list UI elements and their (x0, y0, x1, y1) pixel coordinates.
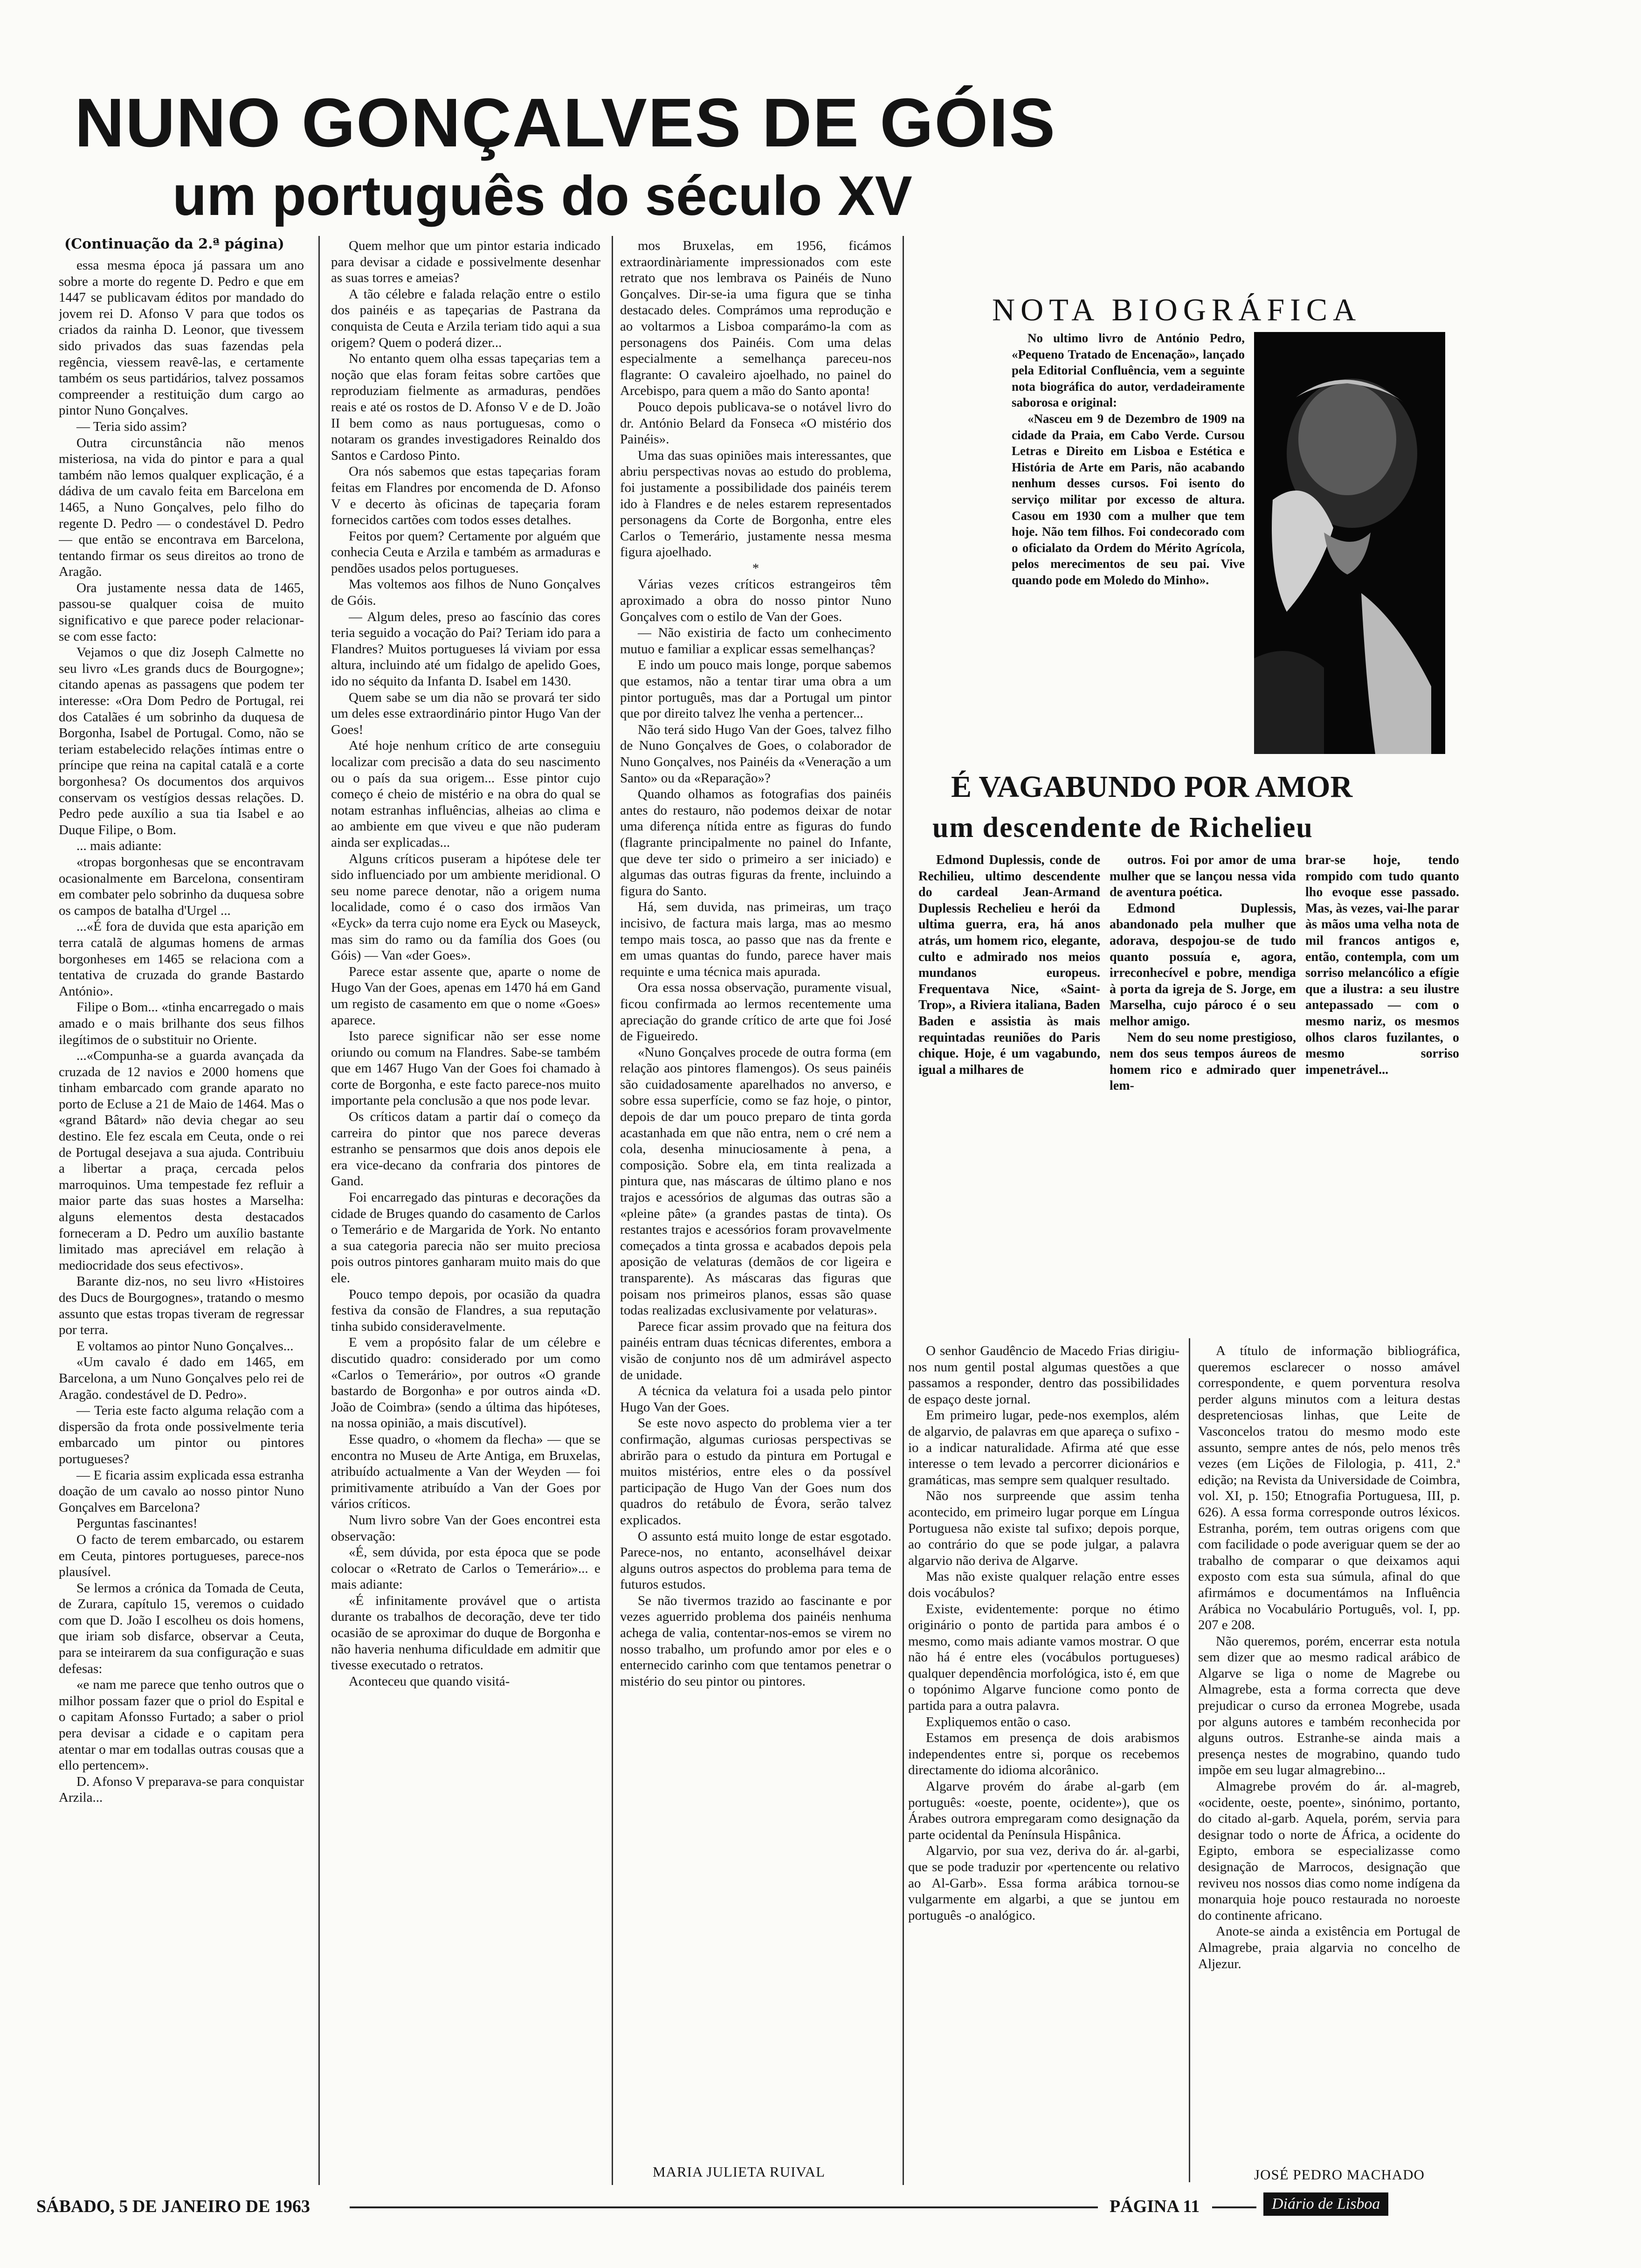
paragraph: Ora essa nossa observação, puramente visual, ficou confirmada ao lermos recentemente uma apreciação do grande crítico de arte que foi José de Figueiredo. (620, 980, 891, 1044)
paragraph: Aconteceu que quando visitá- (349, 1673, 510, 1689)
paragraph: A título de informação bibliográfica, queremos esclarecer o nosso amável correspondente, e quem porventura resolva perder alguns minutos com a leitura destas despretenciosas linhas, que Leite de Vasconcelos tratou do mesmo modo este assunto, sempre antes de nós, pelo menos três vezes (em Lições de Filologia, p. 411, 2.ª edição; na Revista da Universidade de Coimbra, vol. XI, p. 150; Etnografia Portuguesa, III, p. 626). A essa forma corresponde outros léxicos. Estranha, porém, tem outras origens com que com facilidade o pode averiguar quem se der ao trabalho de comparar o que deixamos aqui exposto com esta sua súmula, afinal do que afirmámos e documentámos na Influência Arábica no Vocabulário Português, vol. I, pp. 207 e 208. (1198, 1343, 1460, 1633)
vagabundo-subtitle: um descendente de Richelieu (932, 812, 1313, 844)
paragraph: Edmond Duplessis, abandonado pela mulher que adorava, despojou-se de tudo quanto possuía e, agora, irreconhecível e pobre, mendiga à porta da igreja de S. Jorge, em Marselha, cujo pároco é o seu melhor amigo. (1110, 901, 1296, 1029)
paragraph: * (752, 560, 759, 576)
letter-column-1 (908, 1343, 1179, 2159)
letter-column-2 (1198, 1343, 1460, 2164)
paragraph: «É infinitamente provável que o artista durante os trabalhos de decoração, deve ter tido ocasião de se aproximar do duque de Borgonha e não haveria nenhuma dificuldade em admitir que tivesse executado o retratos. (331, 1593, 600, 1673)
article-column-2 (331, 238, 600, 2187)
paragraph: Se lermos a crónica da Tomada de Ceuta, de Zurara, capítulo 15, veremos o cuidado com que D. João I escolheu os dois homens, que iriam sob disfarce, observar a Ceuta, para se inteirarem da sua configuração e suas defesas: (59, 1580, 304, 1676)
portrait-photo-graphic (1254, 332, 1445, 754)
column-rule (318, 236, 320, 2185)
paragraph: Ora justamente nessa data de 1465, passou-se qualquer coisa de muito significativo e que parece poder relacionar-se com esse facto: (59, 580, 304, 644)
paragraph: Nem do seu nome prestigioso, nem dos seus tempos áureos de homem rico e admirado quer lem- (1110, 1030, 1296, 1093)
article-column-1 (59, 257, 304, 2190)
paragraph: Parece estar assente que, aparte o nome de Hugo Van der Goes, apenas em 1470 há em Gand um registo de casamento em que o nome «Goes» aparece. (331, 964, 600, 1028)
paragraph: Mas voltemos aos filhos de Nuno Gonçalves de Góis. (331, 577, 600, 608)
paragraph: «É, sem dúvida, por esta época que se pode colocar o «Retrato de Carlos o Temerário»... e mais adiante: (331, 1545, 600, 1592)
paragraph: Algarvio, por sua vez, deriva do ár. al-garbi, que se pode traduzir por «pertencente ou relativo ao Al-Garb». Essa forma arábica tornou-se vulgarmente em algarbi, a que se juntou em português -o analógico. (908, 1843, 1179, 1923)
paragraph: E voltamos ao pintor Nuno Gonçalves... (76, 1338, 294, 1354)
paragraph: Mas não existe qualquer relação entre esses dois vocábulos? (908, 1569, 1179, 1600)
paragraph: O assunto está muito longe de estar esgotado. Parece-nos, no entanto, aconselhável deixar alguns outros aspectos do problema para tema de futuros estudos. (620, 1528, 891, 1592)
continuation-note: (Continuação da 2.ª página) (64, 236, 284, 252)
paragraph: ... mais adiante: (76, 838, 162, 854)
nota-body: «Nasceu em 9 de Dezembro de 1909 na cidade da Praia, em Cabo Verde. Cursou Letras e Direito em Lisboa e Estética e História de Arte em Paris, não acabando nenhum desses cursos. Foi isento do serviço militar por excesso de altura. Casou em 1930 com a mulher que tem hoje. Não tem filhos. Foi condecorado com o oficialato da Ordem do Mérito Agrícola, pelos merecimentos de seu pai. Vive quando pode em Moledo do Minho». (1012, 411, 1245, 587)
paragraph: brar-se hoje, tendo rompido com tudo quanto lho evoque esse passado. Mas, às vezes, vai-lhe parar às mãos uma velha nota de mil francos antigos e, então, contempla, com um sorriso melancólico a efígie que a ilustra: a seu ilustre antepassado — com o mesmo nariz, os mesmos olhos claros fuzilantes, o mesmo sorriso impenetrável... (1305, 853, 1459, 1077)
column-rule (903, 236, 904, 2185)
footer-masthead: Diário de Lisboa (1263, 2192, 1388, 2216)
nota-intro: No ultimo livro de António Pedro, «Pequeno Tratado de Encenação», lançado pela Editorial Confluência, vem a seguinte nota biográfica do autor, verdadeiramente saborosa e original: (1012, 331, 1245, 410)
paragraph: Expliquemos então o caso. (926, 1714, 1071, 1729)
paragraph: Até hoje nenhum crítico de arte conseguiu localizar com precisão a data do seu nascimento ou o país da sua origem... Esse pintor cujo começo é cheio de mistério e na obra do qual se notam estranhas influências, alheias ao clima e ao ambiente em que viveu e que não puderam ainda ser explicadas... (331, 738, 600, 850)
paragraph: Quando olhamos as fotografias dos painéis antes do restauro, não podemos deixar de notar uma diferença nítida entre as figuras do fundo (flagrante principalmente no painel do Infante, que deve ter sido o primeiro a ser iniciado) e algumas das outras figuras da frente, incluindo a figura do Santo. (620, 787, 891, 899)
paragraph: outros. Foi por amor de uma mulher que se lançou nessa vida de aventura poética. (1110, 853, 1296, 900)
paragraph: Perguntas fascinantes! (76, 1516, 198, 1531)
paragraph: Se este novo aspecto do problema vier a ter confirmação, algumas curiosas perspectivas se abrirão para o estudo da pintura em Portugal e muitos mistérios, entre eles o da possível participação de Hugo Van der Goes num dos quadros do retábulo de Évora, serão talvez explicados. (620, 1416, 891, 1528)
paragraph: Se não tivermos trazido ao fascinante e por vezes aguerrido problema dos painéis nenhuma achega de valia, contentar-nos-emos se virem no nosso trabalho, um profundo amor por eles e o enternecido carinho com que tentamos penetrar o mistério do seu pintor ou pintores. (620, 1593, 891, 1689)
paragraph: Algarve provém do árabe al-garb (em português: «oeste, poente, ocidente»), que os Árabes outrora empregaram como designação da parte ocidental da Península Hispânica. (908, 1779, 1179, 1842)
paragraph: D. Afonso V preparava-se para conquistar Arzila... (59, 1774, 304, 1805)
paragraph: Há, sem duvida, nas primeiras, um traço incisivo, de factura mais larga, mas ao mesmo tempo mais tosca, ao passo que nas da frente e em umas quantas do fundo, parece haver mais requinte e uma técnica mais apurada. (620, 899, 891, 979)
paragraph: Pouco depois publicava-se o notável livro do dr. António Belard da Fonseca «O mistério dos Painéis». (620, 399, 891, 447)
paragraph: — Algum deles, preso ao fascínio das cores teria seguido a vocação do Pai? Teriam ido para a Flandres? Muitos portugueses lá viviam por essa altura, incluindo até um fidalgo de apelido Goes, ido no séquito da Infanta D. Isabel em 1430. (331, 609, 600, 689)
paragraph: Feitos por quem? Certamente por alguém que conhecia Ceuta e Arzila e também as armaduras e pendões usados pelos portugueses. (331, 528, 600, 576)
vagabundo-column-1 (918, 852, 1100, 1225)
paragraph: essa mesma época já passara um ano sobre a morte do regente D. Pedro e que em 1447 se publicavam éditos por mandado do jovem rei D. Afonso V para que todos os criados da rainha D. Leonor, que tivessem sido privados das suas fazendas pela regência, viessem reavê-las, e certamente também os seus partidários, talvez possamos compreender a restituição dum cargo ao pintor Nuno Gonçalves. (59, 258, 304, 418)
paragraph: Ora nós sabemos que estas tapeçarias foram feitas em Flandres por encomenda de D. Afonso V e decerto às oficinas de tapeçaria foram fornecidos cartões com todos esses detalhes. (331, 464, 600, 528)
paragraph: Parece ficar assim provado que na feitura dos painéis entram duas técnicas diferentes, embora a visão de conjunto nos dê um admirável aspecto de unidade. (620, 1319, 891, 1383)
paragraph: — Teria sido assim? (76, 419, 187, 434)
paragraph: Existe, evidentemente: porque no étimo originário o ponto de partida para ambos é o mesmo, como mais adiante vamos mostrar. O que não há é entre eles (vocábulos portugueses) qualquer dependência morfológica, isto é, em que o topónimo Algarve funcione como ponto de partida para a outra palavra. (908, 1601, 1179, 1714)
paragraph: Esse quadro, o «homem da flecha» — que se encontra no Museu de Arte Antiga, em Bruxelas, atribuído actualmente a Van der Weyden — foi primitivamente atribuído a Van der Goes por vários críticos. (331, 1431, 600, 1512)
paragraph: Várias vezes críticos estrangeiros têm aproximado a obra do nosso pintor Nuno Gonçalves com o estilo de Van der Goes. (620, 577, 891, 624)
headline-title: NUNO GONÇALVES DE GÓIS (75, 84, 1056, 161)
nota-text (1012, 330, 1245, 759)
paragraph: Quem sabe se um dia não se provará ter sido um deles esse extraordinário pintor Hugo Van der Goes! (331, 690, 600, 737)
paragraph: Em primeiro lugar, pede-nos exemplos, além de algarvio, de palavras em que apareça o sufixo -io a indicar naturalidade. Afirma até que esse interesse o tem levado a percorrer dicionários e gramáticas, mas sempre sem qualquer resultado. (908, 1408, 1179, 1487)
nota-title: NOTA BIOGRÁFICA (992, 292, 1362, 327)
paragraph: Anote-se ainda a existência em Portugal de Almagrebe, praia algarvia no concelho de Aljezur. (1198, 1924, 1460, 1971)
article-column-3 (620, 238, 891, 2150)
vagabundo-title: É VAGABUNDO POR AMOR (951, 770, 1353, 804)
paragraph: Foi encarregado das pinturas e decorações da cidade de Bruges quando do casamento de Carlos o Temerário e de Margarida de York. No entanto a sua categoria parecia não ser muito preciosa pois outros pintores ganharam muito mais do que ele. (331, 1190, 600, 1286)
paragraph: Barante diz-nos, no seu livro «Histoires des Ducs de Bourgognes», tratando o mesmo assunto que estas tropas tiveram de regressar por terra. (59, 1274, 304, 1338)
paragraph: Vejamos o que diz Joseph Calmette no seu livro «Les grands ducs de Bourgogne»; citando apenas as passagens que podem ter interesse: «Ora Dom Pedro de Portugal, rei dos Catalães é um sobrinho da duquesa de Borgonha, Isabel de Portugal. Como, não se teriam estabelecido relações íntimas entre o príncipe que reina na capital catalã e a corte borgonhesa? Os documentos dos arquivos conservam os vestígios dessas relações. D. Pedro pede auxílio a sua tia Isabel e ao Duque Filipe, o Bom. (59, 645, 304, 837)
paragraph: «e nam me parece que tenho outros que o milhor possam fazer que o priol do Espital e o capitam Afonsso Furtado; a saber o priol pera devisar a cidade e o capitam pera atentar o mar em todallas outras cousas que a ello pertencem». (59, 1677, 304, 1773)
paragraph: Uma das suas opiniões mais interessantes, que abriu perspectivas novas ao estudo do problema, foi justamente a possibilidade dos painéis terem ido à Flandres e de neles estarem representados personagens da Corte de Borgonha, entre eles Carlos o Temerário, justamente nessa mesma figura ajoelhado. (620, 448, 891, 560)
column-rule (612, 236, 613, 2185)
paragraph: Pouco tempo depois, por ocasião da quadra festiva da consão de Flandres, a sua reputação tinha subido consideravelmente. (331, 1286, 600, 1334)
paragraph: O senhor Gaudêncio de Macedo Frias dirigiu-nos num gentil postal algumas questões a que passamos a responder, dentro das possibilidades de espaço deste jornal. (908, 1343, 1179, 1407)
footer-page: PÁGINA 11 (1110, 2197, 1200, 2216)
paragraph: «tropas borgonhesas que se encontravam ocasionalmente em Barcelona, consentiram em combater pelo sobrinho da duquesa sobre os campos de batalha d'Urgel ... (59, 854, 304, 918)
paragraph: Alguns críticos puseram a hipótese dele ter sido influenciado por um ambiente meridional. O seu nome parece denotar, não a origem numa localidade, como é o caso dos irmãos Van «Eyck» da terra cujo nome era Eyck ou Maseyck, mas sim do ramo ou da família dos Goes (ou Góis) — Van «der Goes». (331, 851, 600, 963)
paragraph: — Teria este facto alguma relação com a dispersão da frota onde possivelmente teria embarcado um pintor ou pintores portugueses? (59, 1403, 304, 1466)
paragraph: «Um cavalo é dado em 1465, em Barcelona, a um Nuno Gonçalves pelo rei de Aragão. condestável de D. Pedro». (59, 1355, 304, 1402)
paragraph: — E ficaria assim explicada essa estranha doação de um cavalo ao nosso pintor Nuno Gonçalves em Barcelona? (59, 1467, 304, 1515)
paragraph: ...«É fora de duvida que esta aparição em terra catalã de algumas homens de armas borgonheses em 1465 se relaciona com a tentativa de cruzada do grande Bastardo António». (59, 919, 304, 999)
letter-signature: JOSÉ PEDRO MACHADO (1254, 2166, 1425, 2183)
vagabundo-column-2 (1110, 852, 1296, 1225)
paragraph: A tão célebre e falada relação entre o estilo dos painéis e as tapeçarias de Pastrana da conquista de Ceuta e Arzila teriam tido aqui a sua origem? Quem o poderá dizer... (331, 286, 600, 350)
paragraph: E indo um pouco mais longe, porque sabemos que estamos, não a tentar tirar uma obra a um pintor português, mas dar a Portugal um pintor que por direito talvez lhe venha a pertencer... (620, 657, 891, 721)
article-signature: MARIA JULIETA RUIVAL (653, 2164, 826, 2180)
portrait-photo (1254, 332, 1445, 754)
paragraph: O facto de terem embarcado, ou estarem em Ceuta, pintores portugueses, parece-nos plausível. (59, 1532, 304, 1580)
footer-rule (350, 2206, 1098, 2208)
headline-subtitle: um português do século XV (172, 165, 912, 227)
paragraph: Não queremos, porém, encerrar esta notula sem dizer que ao mesmo radical arábico de Algarve se liga o nome de Magrebe ou Almagrebe, esta a forma correcta que deve prejudicar o curso da erronea Mogrebe, usada por alguns autores e também reconhecida por alguns outros. Estranhe-se ainda mais a presença nestes de mograbino, quando tudo impõe em seu lugar almagrebino... (1198, 1633, 1460, 1778)
paragraph: Não nos surpreende que assim tenha acontecido, em primeiro lugar porque em Língua Portuguesa não existe tal sufixo; depois porque, ao contrário do que se pode julgar, a palavra algarvio não deriva de Algarve. (908, 1488, 1179, 1568)
column-rule (1189, 1338, 1190, 2182)
paragraph: Estamos em presença de dois arabismos independentes entre si, porque os recebemos directamente do idioma alcorânico. (908, 1730, 1179, 1778)
paragraph: E vem a propósito falar de um célebre e discutido quadro: considerado por um como «Carlos o Temerário», por outros «O grande bastardo de Borgonha» e por outros ainda «D. João de Coimbra» (sendo a última das hipóteses, na nossa opinião, a mais discutível). (331, 1335, 600, 1431)
paragraph: Não terá sido Hugo Van der Goes, talvez filho de Nuno Gonçalves de Goes, o colaborador de Nuno Gonçalves, nos Painéis da «Veneração a um Santo» ou da «Reparação»? (620, 722, 891, 786)
paragraph: Edmond Duplessis, conde de Rechilieu, ultimo descendente do cardeal Jean-Armand Duplessis Rechelieu e herói da ultima guerra, era, há anos atrás, um homem rico, elegante, culto e admirado nos meios mundanos europeus. Frequentava Nice, «Saint-Trop», a Riviera italiana, Baden Baden e assistia às mais requintadas reuniões do Paris chique. Hoje, é um vagabundo, igual a milhares de (918, 853, 1100, 1077)
paragraph: Quem melhor que um pintor estaria indicado para devisar a cidade e possivelmente desenhar as suas torres e ameias? (331, 238, 600, 286)
paragraph: ...«Compunha-se a guarda avançada da cruzada de 12 navios e 2000 homens que tinham embarcado com grande aparato no porto de Ecluse a 21 de Maio de 1464. Mas o «grand Bâtard» não devia chegar ao seu destino. Ele fez escala em Ceuta, onde o rei de Portugal desejava a sua ajuda. Contribuiu a libertar a praça, cercada pelos marroquinos. Uma tempestade fez refluir a maior parte das suas hostes a Marselha: alguns elementos desta destacados forneceram a D. Pedro um auxílio bastante limitado mas apreciável em relação à mediocridade dos seus efectivos». (59, 1048, 304, 1273)
paragraph: Filipe o Bom... «tinha encarregado o mais amado e o mais brilhante dos seus filhos ilegítimos de o substituir no Oriente. (59, 1000, 304, 1047)
footer-rule (1212, 2206, 1256, 2208)
paragraph: mos Bruxelas, em 1956, ficámos extraordinàriamente impressionados com este retrato que nos lembrava os Painéis de Nuno Gonçalves. Dir-se-ia uma figura que se tinha destacado deles. Comprámos uma reprodução e ao voltarmos a Lisboa comparámo-la com as personagens dos Painéis. Com uma delas especialmente a semelhança pareceu-nos flagrante: O cavaleiro ajoelhado, no painel do Arcebispo, para quem a mão do Santo aponta! (620, 238, 891, 399)
paragraph: Isto parece significar não ser esse nome oriundo ou comum na Flandres. Sabe-se também que em 1467 Hugo Van der Goes foi chamado à corte de Borgonha, e este facto parece-nos muito importante pela conclusão a que nos pode levar. (331, 1029, 600, 1108)
vagabundo-column-3 (1305, 852, 1459, 1225)
paragraph: Almagrebe provém do ár. al-magreb, «ocidente, oeste, poente», sinónimo, portanto, do citado al-garb. Aquela, porém, servia para designar todo o norte de África, a ocidente do Egipto, embora se especializasse como designação de Marrocos, designação que reviveu nos nossos dias como nome indígena da monarquia hoje pouco restaurada no noroeste do continente africano. (1198, 1779, 1460, 1923)
paragraph: No entanto quem olha essas tapeçarias tem a noção que elas foram feitas sobre cartões que reproduziam fielmente as armaduras, pendões reais e até os rostos de D. Afonso V e de D. João II bem como as naus portuguesas, como o notaram os grandes investigadores Reinaldo dos Santos e Cardoso Pinto. (331, 351, 600, 463)
paragraph: Os críticos datam a partir daí o começo da carreira do pintor que nos parece deveras estranho se pensarmos que dois anos depois ele era vice-decano da confraria dos pintores de Gand. (331, 1109, 600, 1189)
footer-date: SÁBADO, 5 DE JANEIRO DE 1963 (36, 2197, 310, 2216)
paragraph: — Não existiria de facto um conhecimento mutuo e familiar a explicar essas semelhanças? (620, 625, 891, 657)
paragraph: «Nuno Gonçalves procede de outra forma (em relação aos pintores flamengos). Os seus painéis são cuidadosamente aparelhados no anverso, e sobre essa superfície, como se faz hoje, o pintor, depois de dar um pouco preparo de tinta gorda acastanhada em que não entra, nem o cré nem a cola, desenha minuciosamente à pena, a composição. Sobre ela, em tinta realizada a pintura que, nas máscaras de último plano e nos trajos e acessórios de algumas das outras são a «pleine pâte» (a grandes pastas de tinta). Os restantes trajos e acessórios foram provavelmente começados a tinta grossa e acabados depois pela aposição de velaturas (demãos de cor ligeira e transparente). As máscaras das figuras que poisam nos primeiros planos, essas são quase todas realizadas exclusivamente por velaturas». (620, 1044, 891, 1318)
paragraph: Outra circunstância não menos misteriosa, na vida do pintor e para a qual também não lemos qualquer explicação, é a dádiva de um cavalo feita em Barcelona em 1465, a Nuno Gonçalves, pelo filho do regente D. Pedro — o condestável D. Pedro — que então se encontrava em Barcelona, tentando firmar os seus direitos ao trono de Aragão. (59, 435, 304, 580)
paragraph: Num livro sobre Van der Goes encontrei esta observação: (331, 1512, 600, 1544)
paragraph: A técnica da velatura foi a usada pelo pintor Hugo Van der Goes. (620, 1383, 891, 1415)
